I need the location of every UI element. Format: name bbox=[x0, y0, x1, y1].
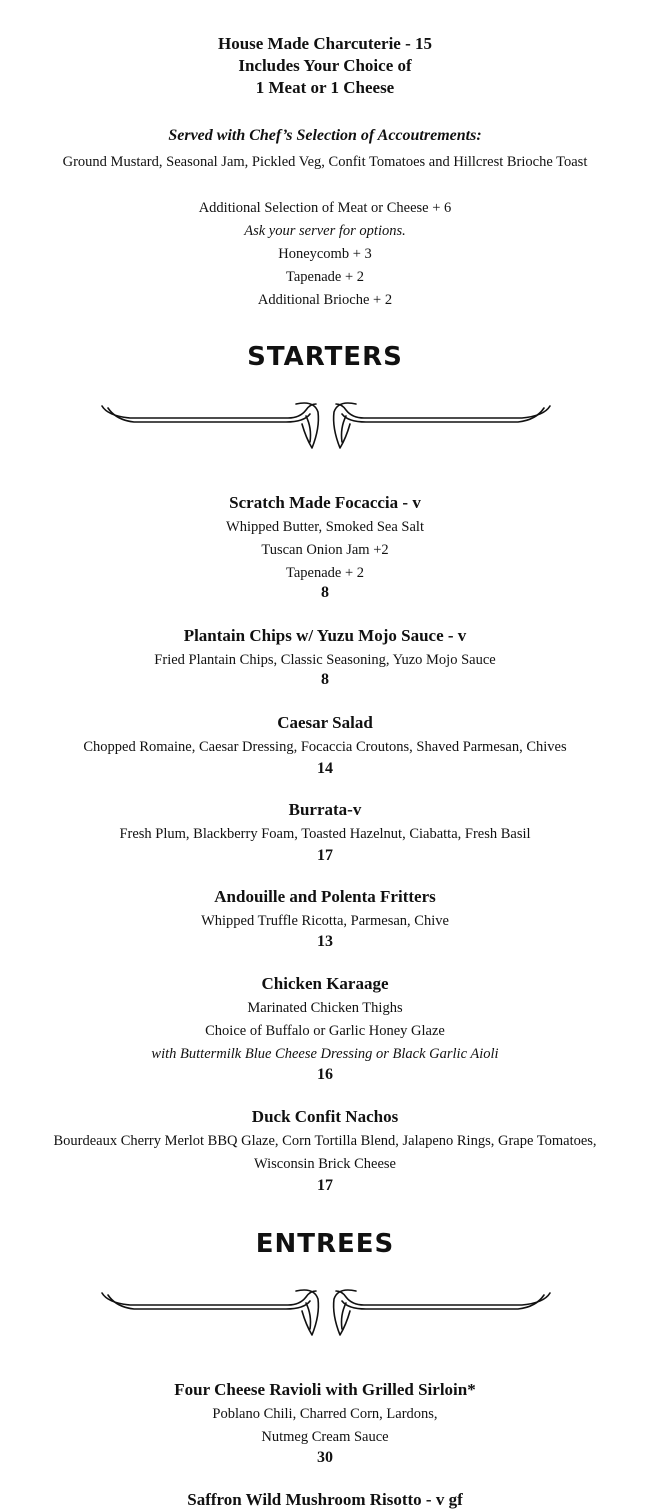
addon-item: Tapenade + 2 bbox=[285, 269, 364, 285]
menu-item-description: Whipped Butter, Smoked Sea Salt bbox=[226, 519, 424, 535]
menu-item-name: Caesar Salad bbox=[277, 713, 373, 732]
menu-item-name: Saffron Wild Mushroom Risotto - v gf bbox=[187, 1490, 463, 1509]
menu-item-description: Choice of Buffalo or Garlic Honey Glaze bbox=[205, 1023, 445, 1039]
menu-item-name: Plantain Chips w/ Yuzu Mojo Sauce - v bbox=[183, 626, 467, 645]
addon-item: Additional Selection of Meat or Cheese + 6 bbox=[198, 200, 452, 216]
menu-item-description: Tuscan Onion Jam +2 bbox=[261, 542, 389, 558]
menu-item-note: with Buttermilk Blue Cheese Dressing or Black Garlic Aioli bbox=[151, 1046, 499, 1062]
accoutrements-heading: Served with Chef’s Selection of Accoutrements: bbox=[168, 127, 482, 144]
menu-item-description: Wisconsin Brick Cheese bbox=[254, 1156, 396, 1172]
addon-note: Ask your server for options. bbox=[244, 223, 406, 239]
menu-item-description: Tapenade + 2 bbox=[285, 565, 364, 581]
menu-item-description: Chopped Romaine, Caesar Dressing, Focaccia Croutons, Shaved Parmesan, Chives bbox=[83, 739, 567, 755]
menu-item-price: 8 bbox=[321, 671, 329, 688]
menu-item-name: Duck Confit Nachos bbox=[251, 1107, 399, 1126]
addon-item: Honeycomb + 3 bbox=[278, 246, 372, 262]
section-heading-starters: STARTERS bbox=[247, 342, 403, 372]
menu-item-price: 8 bbox=[321, 584, 329, 601]
menu-item-description: Fresh Plum, Blackberry Foam, Toasted Hazelnut, Ciabatta, Fresh Basil bbox=[119, 826, 531, 842]
menu-item-description: Fried Plantain Chips, Classic Seasoning, Yuzo Mojo Sauce bbox=[154, 652, 496, 668]
ornament-divider-icon bbox=[100, 398, 552, 458]
menu-item-description: Poblano Chili, Charred Corn, Lardons, bbox=[212, 1406, 438, 1422]
menu-item-price: 17 bbox=[317, 1177, 333, 1194]
menu-item-price: 16 bbox=[317, 1066, 333, 1083]
addon-item: Additional Brioche + 2 bbox=[257, 292, 393, 308]
menu-item-price: 13 bbox=[317, 933, 333, 950]
charcuterie-subtitle: 1 Meat or 1 Cheese bbox=[255, 78, 395, 97]
accoutrements-list: Ground Mustard, Seasonal Jam, Pickled Veg, Confit Tomatoes and Hillcrest Brioche Toast bbox=[62, 154, 588, 170]
menu-item-description: Whipped Truffle Ricotta, Parmesan, Chive bbox=[201, 913, 449, 929]
menu-item-description: Marinated Chicken Thighs bbox=[247, 1000, 403, 1016]
charcuterie-subtitle: Includes Your Choice of bbox=[238, 56, 412, 75]
menu-item-name: Burrata-v bbox=[288, 800, 362, 819]
charcuterie-title: House Made Charcuterie - 15 bbox=[217, 34, 433, 53]
menu-item-price: 14 bbox=[317, 760, 333, 777]
menu-item-description: Bourdeaux Cherry Merlot BBQ Glaze, Corn Tortilla Blend, Jalapeno Rings, Grape Tomatoes, bbox=[53, 1133, 597, 1149]
menu-item-price: 30 bbox=[317, 1449, 333, 1466]
menu-item-name: Chicken Karaage bbox=[261, 974, 389, 993]
menu-item-price: 17 bbox=[317, 847, 333, 864]
menu-item-name: Four Cheese Ravioli with Grilled Sirloin* bbox=[174, 1380, 476, 1399]
ornament-divider-icon bbox=[100, 1285, 552, 1345]
menu-item-name: Scratch Made Focaccia - v bbox=[229, 493, 421, 512]
menu-item-description: Nutmeg Cream Sauce bbox=[261, 1429, 389, 1445]
menu-item-name: Andouille and Polenta Fritters bbox=[214, 887, 436, 906]
section-heading-entrees: ENTREES bbox=[255, 1229, 395, 1259]
